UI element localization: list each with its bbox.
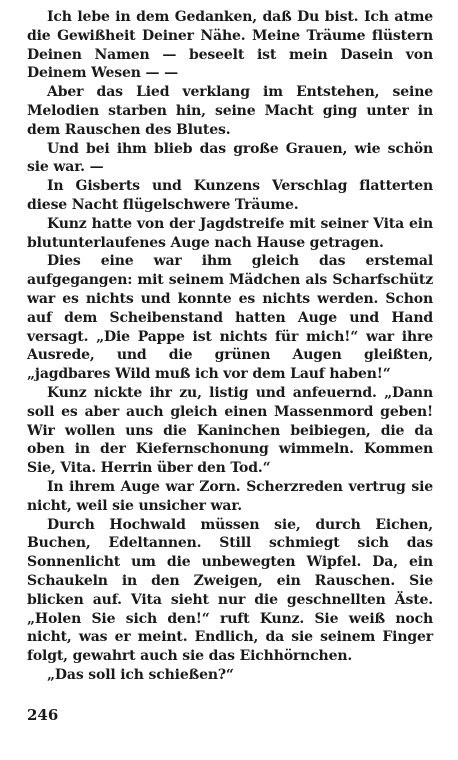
paragraph: „Das soll ich schießen?“ xyxy=(47,666,234,683)
paragraph: Ich lebe in dem Gedanken, daß Du bist. Ich atme die Gewißheit Deiner Nähe. Meine Träume flüstern Deinen Namen — beseelt ist mein Dasein von Deinem Wesen — — xyxy=(27,9,433,82)
paragraph: Dies eine war ihm gleich das erstemal aufgegangen: mit seinem Mädchen als Scharfschütz war es nichts und konnte es nichts werden. Schon auf dem Scheibenstand hatten Auge und Hand versagt. „Die Pappe ist nichts für mich!“ war ihre Ausrede, und die grünen Augen gleißten, „jagdbares Wild muß ich vor dem Lauf haben!“ xyxy=(27,253,433,383)
paragraph: Kunz nickte ihr zu, listig und anfeuernd. „Dann soll es aber auch gleich einen Massenmord geben! Wir wollen uns die Kaninchen beibiegen, die da oben in der Kiefernschonung wimmeln. Kommen Sie, Vita. Herrin über den Tod.“ xyxy=(27,384,433,477)
paragraph: Kunz hatte von der Jagdstreife mit seiner Vita ein blutunterlaufenes Auge nach Hause getragen. xyxy=(27,215,433,251)
paragraph: Durch Hochwald müssen sie, durch Eichen, Buchen, Edeltannen. Still schmiegt sich das Sonnenlicht um die unbewegten Wipfel. Da, ein Schaukeln in den Zweigen, ein Rauschen. Sie blicken auf. Vita sieht nur die geschnellten Äste. „Holen Sie sich den!“ ruft Kunz. Sie weiß noch nicht, was er meint. Endlich, da sie seinem Finger folgt, gewahrt auch sie das Eichhörnchen. xyxy=(27,516,433,665)
paragraph: Und bei ihm blieb das große Grauen, wie schön sie war. — xyxy=(27,140,433,176)
paragraph: In Gisberts und Kunzens Verschlag flatterten diese Nacht flügelschwere Träume. xyxy=(27,178,433,213)
body-text xyxy=(27,8,433,685)
paragraph: Aber das Lied verklang im Entstehen, seine Melodien starben hin, seine Macht ging unter in dem Rauschen des Blutes. xyxy=(27,84,433,138)
paragraph: In ihrem Auge war Zorn. Scherzreden vertrug sie nicht, weil sie unsicher war. xyxy=(27,478,433,514)
page-number: 246 xyxy=(27,706,59,724)
